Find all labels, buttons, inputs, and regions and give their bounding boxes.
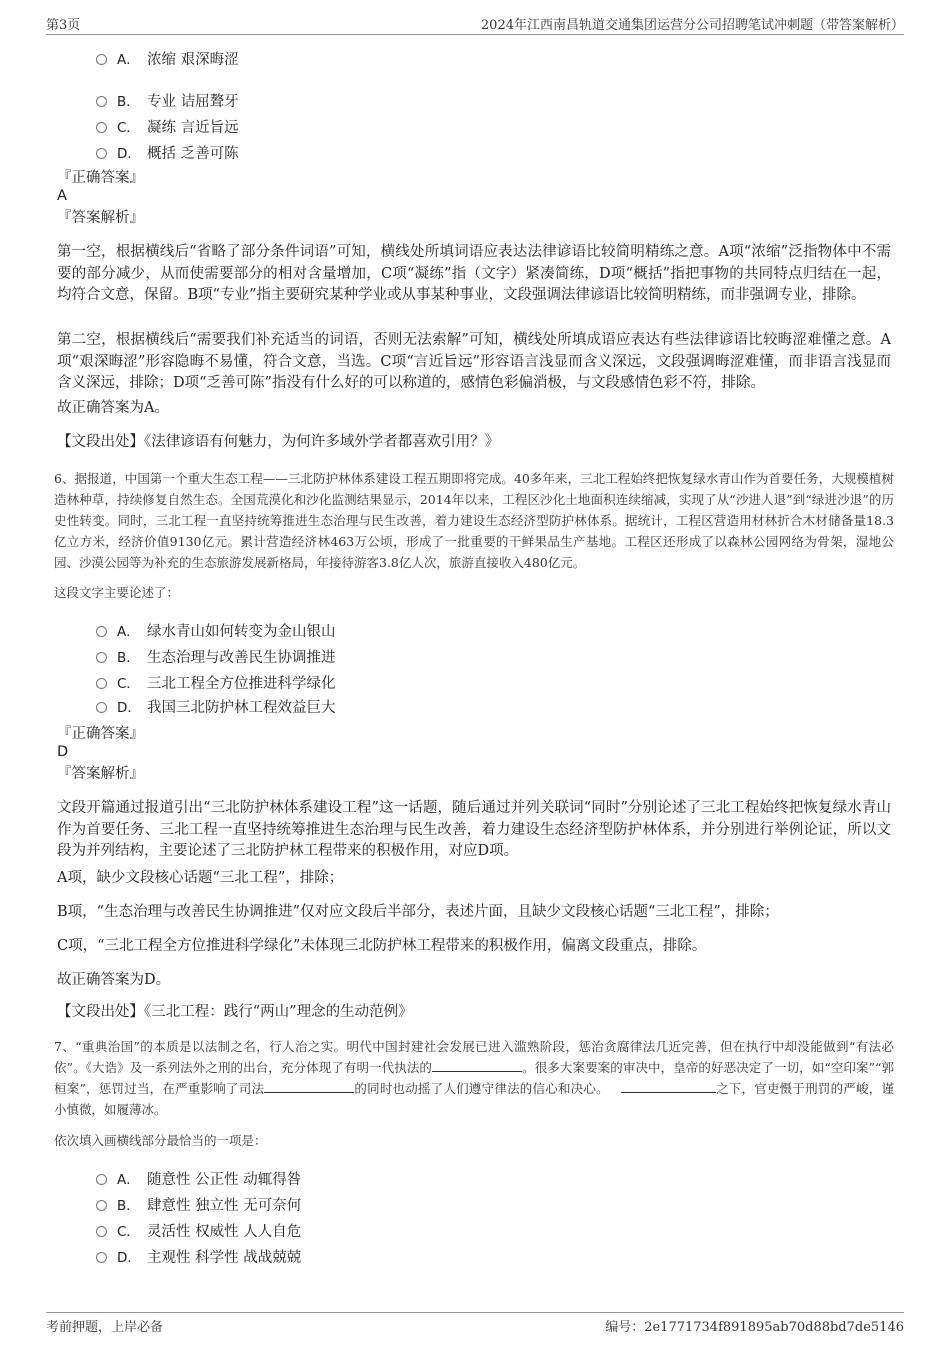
q5-analysis-label: 『答案解析』 xyxy=(57,210,144,226)
q5-option-d[interactable]: D． 概括 乏善可陈 xyxy=(96,142,239,163)
q7-stem: 7、“重典治国”的本质是以法制之名，行人治之实。明代中国封建社会发展已进入滥熟阶段，惩治贪腐律法几近完善，但在执行中却没能做到“有法必依”。《大诰》及一系列法外之刑的出台，充分体现了有明一代执法的 。很多大案要案的审决中，皇帝的好恶决定了一切，如“空印案”“郭桓案”，惩罚过当，在严重影响了司法 的同时也动摇了人们遵守律法的信心和决心。 之下，官吏慑于刑罚的严峻，谨小慎微，如履薄冰。 xyxy=(54,1039,894,1117)
q6-analysis-line-a: A项，缺少文段核心话题“三北工程”，排除； xyxy=(57,870,344,886)
radio-icon[interactable] xyxy=(96,652,107,663)
page-number: 第3页 xyxy=(46,18,81,33)
q5-option-a[interactable]: A． 浓缩 艰深晦涩 xyxy=(96,48,239,69)
q5-answer-label: 『正确答案』 xyxy=(57,170,144,186)
document-title: 2024年江西南昌轨道交通集团运营分公司招聘笔试冲刺题（带答案解析） xyxy=(480,18,904,33)
q7-option-a[interactable]: A． 随意性 公正性 动辄得咎 xyxy=(96,1168,301,1189)
q6-stem: 6、据报道，中国第一个重大生态工程——三北防护林体系建设工程五期即将完成。40多年来，三北工程始终把恢复绿水青山作为首要任务，大规模植树造林种草，持续修复自然生态。全国荒漠化和沙化监测结果显示，2014年以来，工程区沙化土地面积连续缩减，实现了从“沙进人退”到“绿进沙退”的历史性转变。同时，三北工程一直坚持统筹推进生态治理与民生改善，着力建设生态经济型防护林体系。据统计，工程区营造用材林折合木材储备量18.3亿立方米，经济价值9130亿元。累计营造经济林463万公顷，形成了一批重要的干鲜果品生产基地。工程区还形成了以森林公园网络为骨架，湿地公园、沙漠公园等为补充的生态旅游发展新格局，年接待游客3.8亿人次，旅游直接收入480亿元。 xyxy=(54,471,894,570)
radio-icon[interactable] xyxy=(96,148,107,159)
radio-icon[interactable] xyxy=(96,96,107,107)
q7-option-b[interactable]: B． 肆意性 独立性 无可奈何 xyxy=(96,1194,301,1215)
radio-icon[interactable] xyxy=(96,54,107,65)
fill-blank-1[interactable] xyxy=(432,1059,522,1072)
q6-answer: D xyxy=(57,744,69,760)
radio-icon[interactable] xyxy=(96,1174,107,1185)
radio-icon[interactable] xyxy=(96,702,107,713)
page-header xyxy=(46,14,904,35)
q5-answer: A xyxy=(57,188,67,204)
q5-option-b[interactable]: B． 专业 诘屈聱牙 xyxy=(96,90,239,111)
q5-option-c[interactable]: C． 凝练 言近旨远 xyxy=(96,116,239,137)
q7-question: 依次填入画横线部分最恰当的一项是： xyxy=(54,1133,267,1148)
q6-option-a[interactable]: A． 绿水青山如何转变为金山银山 xyxy=(96,620,336,641)
q6-source: 【文段出处】《三北工程：践行“两山”理念的生动范例》 xyxy=(57,1004,413,1020)
q5-analysis-para2: 第二空，根据横线后“需要我们补充适当的词语，否则无法索解”可知，横线处所填成语应表达有些法律谚语比较晦涩难懂之意。A项“艰深晦涩”形容隐晦不易懂，符合文意，当选。C项“言近旨远”形容语言浅显而含义深远，文段强调晦涩难懂，而非语言浅显而含义深远，排除；D项“乏善可陈”指没有什么好的可以称道的，感情色彩偏消极，与文段感情色彩不符，排除。 xyxy=(57,332,891,391)
fill-blank-2[interactable] xyxy=(264,1080,354,1093)
radio-icon[interactable] xyxy=(96,678,107,689)
q6-analysis-para1: 文段开篇通过报道引出“三北防护林体系建设工程”这一话题，随后通过并列关联词“同时”分别论述了三北工程始终把恢复绿水青山作为首要任务、三北工程一直坚持统筹推进生态治理与民生改善，着力建设生态经济型防护林体系，并分别进行举例论证，所以文段为并列结构，主要论述了三北防护林工程带来的积极作用，对应D项。 xyxy=(57,800,891,859)
radio-icon[interactable] xyxy=(96,1226,107,1237)
q5-source: 【文段出处】《法律谚语有何魅力，为何许多域外学者都喜欢引用？》 xyxy=(57,434,500,450)
q6-answer-label: 『正确答案』 xyxy=(57,726,144,742)
footer-id: 编号：2e1771734f891895ab70d88bd7de5146 xyxy=(605,1320,904,1335)
q6-conclusion: 故正确答案为D。 xyxy=(57,972,171,988)
q5-analysis-para1: 第一空，根据横线后“省略了部分条件词语”可知，横线处所填词语应表达法律谚语比较简明精练之意。A项“浓缩”泛指物体中不需要的部分减少，从而使需要部分的相对含量增加，C项“凝练”指（文字）紧凑简练，D项“概括”指把事物的共同特点归结在一起，均符合文意，保留。B项“专业”指主要研究某种学业或从事某种事业，文段强调法律谚语比较简明精练，而非强调专业，排除。 xyxy=(57,244,891,303)
q5-conclusion: 故正确答案为A。 xyxy=(57,400,169,416)
footer-slogan: 考前押题，上岸必备 xyxy=(46,1320,164,1335)
q6-question: 这段文字主要论述了： xyxy=(54,585,180,600)
radio-icon[interactable] xyxy=(96,1252,107,1263)
q6-option-c[interactable]: C． 三北工程全方位推进科学绿化 xyxy=(96,672,336,693)
q6-option-d[interactable]: D． 我国三北防护林工程效益巨大 xyxy=(96,696,336,717)
page-footer xyxy=(46,1312,904,1335)
q7-option-c[interactable]: C． 灵活性 权威性 人人自危 xyxy=(96,1220,301,1241)
radio-icon[interactable] xyxy=(96,122,107,133)
q6-analysis-line-b: B项，“生态治理与改善民生协调推进”仅对应文段后半部分，表述片面，且缺少文段核心话题“三北工程”，排除； xyxy=(57,904,779,920)
radio-icon[interactable] xyxy=(96,1200,107,1211)
q6-analysis-label: 『答案解析』 xyxy=(57,766,144,782)
q7-option-d[interactable]: D． 主观性 科学性 战战兢兢 xyxy=(96,1246,301,1267)
radio-icon[interactable] xyxy=(96,626,107,637)
q6-option-b[interactable]: B． 生态治理与改善民生协调推进 xyxy=(96,646,336,667)
fill-blank-3[interactable] xyxy=(621,1080,716,1093)
q6-analysis-line-c: C项，“三北工程全方位推进科学绿化”未体现三北防护林工程带来的积极作用，偏离文段重点，排除。 xyxy=(57,938,707,954)
